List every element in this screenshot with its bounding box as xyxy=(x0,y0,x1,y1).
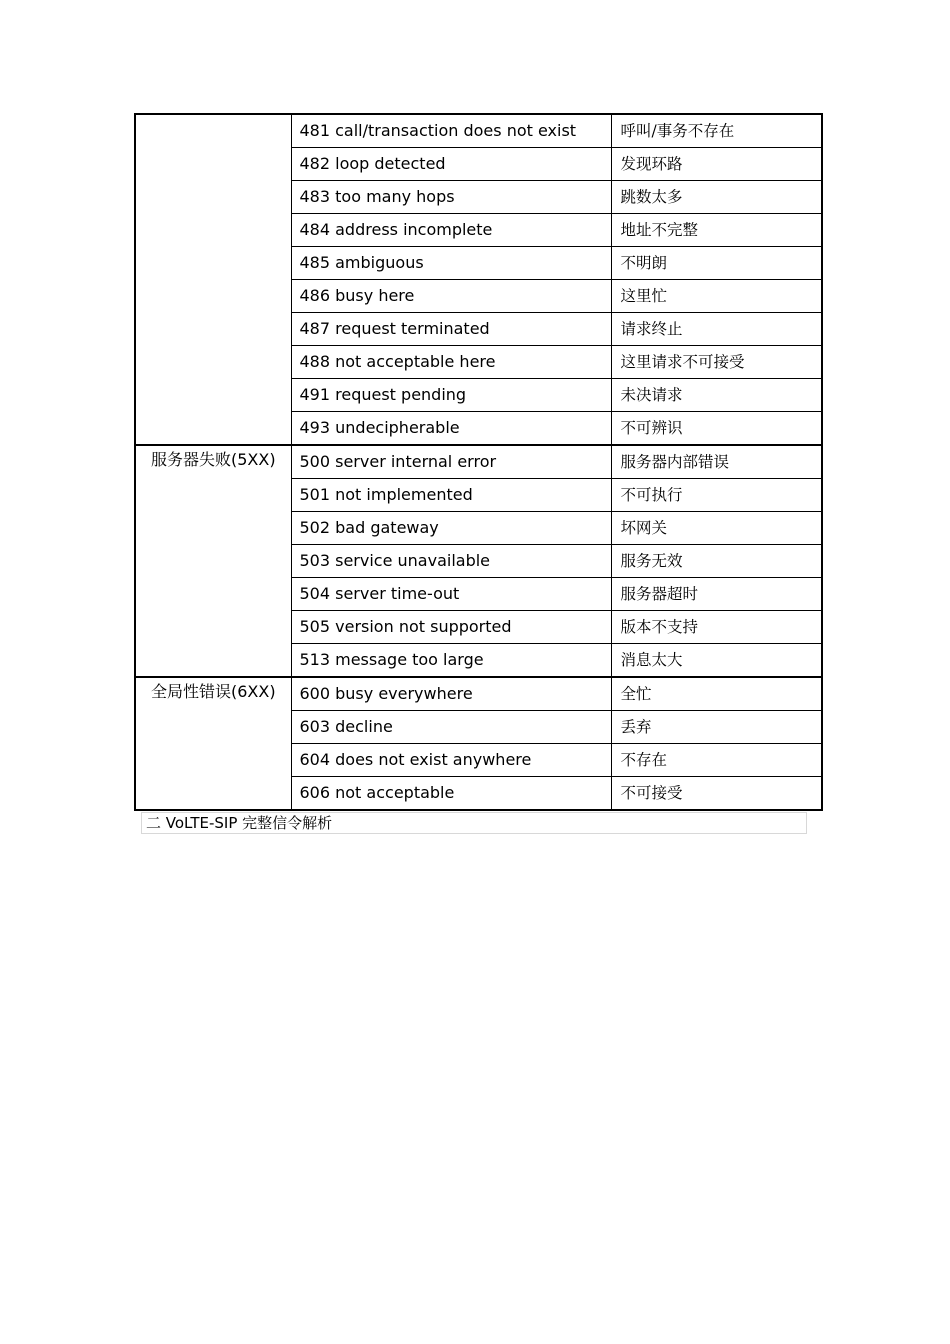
sip-response-code-table xyxy=(134,113,823,811)
translation-cell: 这里忙 xyxy=(611,280,822,313)
translation-cell: 版本不支持 xyxy=(611,611,822,644)
translation-cell: 服务无效 xyxy=(611,545,822,578)
code-cell: 493 undecipherable xyxy=(291,412,611,446)
code-cell: 500 server internal error xyxy=(291,445,611,479)
code-cell: 503 service unavailable xyxy=(291,545,611,578)
code-cell: 600 busy everywhere xyxy=(291,677,611,711)
code-cell: 482 loop detected xyxy=(291,148,611,181)
translation-cell: 不存在 xyxy=(611,744,822,777)
translation-cell: 不可辨识 xyxy=(611,412,822,446)
table-group-5xx xyxy=(135,445,822,677)
translation-cell: 发现环路 xyxy=(611,148,822,181)
code-cell: 481 call/transaction does not exist xyxy=(291,114,611,148)
section-heading: 二 VoLTE-SIP 完整信令解析 xyxy=(141,812,807,834)
code-cell: 504 server time-out xyxy=(291,578,611,611)
code-cell: 502 bad gateway xyxy=(291,512,611,545)
code-cell: 606 not acceptable xyxy=(291,777,611,811)
translation-cell: 服务器超时 xyxy=(611,578,822,611)
translation-cell: 地址不完整 xyxy=(611,214,822,247)
translation-cell: 不可执行 xyxy=(611,479,822,512)
translation-cell: 消息太大 xyxy=(611,644,822,678)
code-cell: 485 ambiguous xyxy=(291,247,611,280)
translation-cell: 未决请求 xyxy=(611,379,822,412)
code-cell: 486 busy here xyxy=(291,280,611,313)
table-row xyxy=(135,677,822,711)
translation-cell: 这里请求不可接受 xyxy=(611,346,822,379)
translation-cell: 服务器内部错误 xyxy=(611,445,822,479)
code-cell: 484 address incomplete xyxy=(291,214,611,247)
code-cell: 604 does not exist anywhere xyxy=(291,744,611,777)
translation-cell: 全忙 xyxy=(611,677,822,711)
code-cell: 483 too many hops xyxy=(291,181,611,214)
code-cell: 491 request pending xyxy=(291,379,611,412)
table-group-6xx xyxy=(135,677,822,810)
translation-cell: 不可接受 xyxy=(611,777,822,811)
table-row xyxy=(135,445,822,479)
translation-cell: 不明朗 xyxy=(611,247,822,280)
translation-cell: 跳数太多 xyxy=(611,181,822,214)
code-cell: 505 version not supported xyxy=(291,611,611,644)
translation-cell: 丢弃 xyxy=(611,711,822,744)
translation-cell: 呼叫/事务不存在 xyxy=(611,114,822,148)
translation-cell: 坏网关 xyxy=(611,512,822,545)
code-cell: 513 message too large xyxy=(291,644,611,678)
table-row xyxy=(135,114,822,148)
category-cell: 服务器失败(5XX) xyxy=(135,445,291,677)
category-cell xyxy=(135,114,291,445)
category-cell: 全局性错误(6XX) xyxy=(135,677,291,810)
translation-cell: 请求终止 xyxy=(611,313,822,346)
table-group-4xx-tail xyxy=(135,114,822,445)
code-cell: 488 not acceptable here xyxy=(291,346,611,379)
code-cell: 501 not implemented xyxy=(291,479,611,512)
code-cell: 487 request terminated xyxy=(291,313,611,346)
code-cell: 603 decline xyxy=(291,711,611,744)
